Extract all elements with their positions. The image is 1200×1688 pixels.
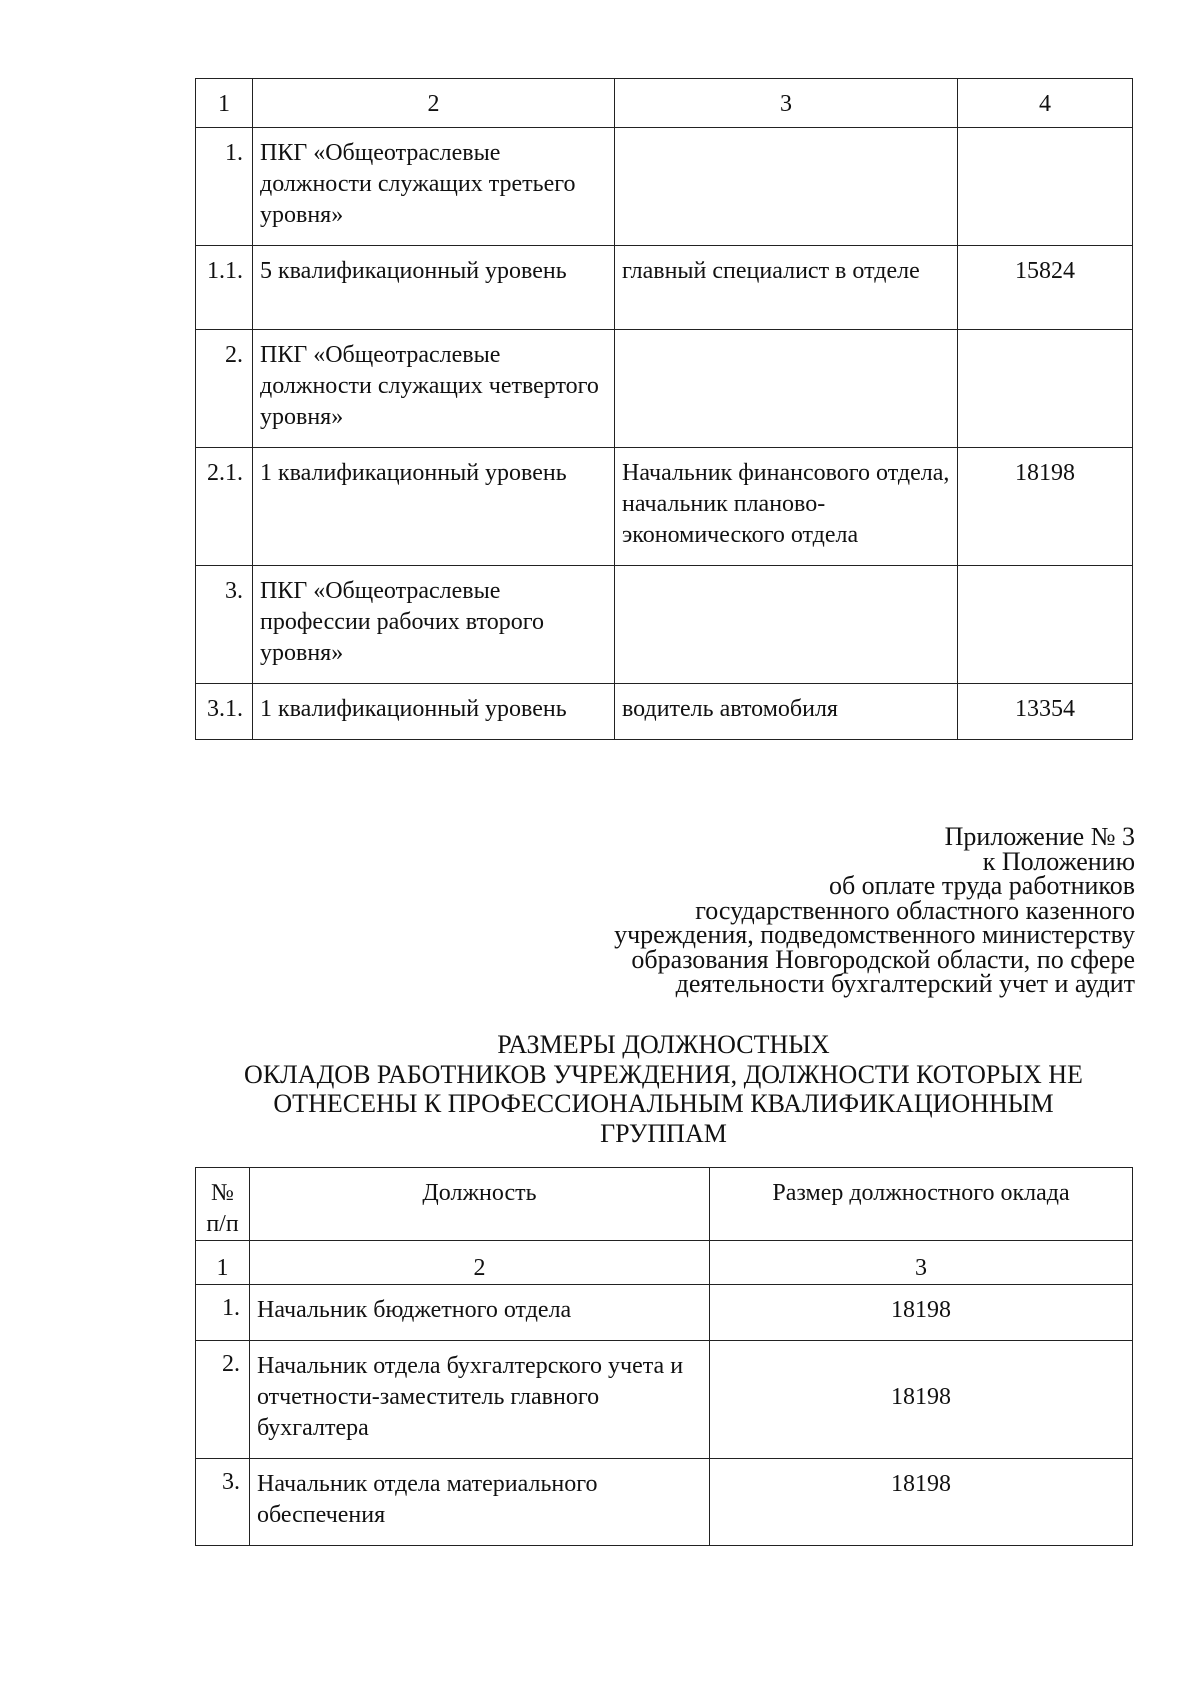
table-header-row xyxy=(196,1168,1133,1241)
title-line: ОТНЕСЕНЫ К ПРОФЕССИОНАЛЬНЫМ КВАЛИФИКАЦИОННЫМ xyxy=(273,1089,1054,1118)
row-number: 1. xyxy=(196,1285,250,1341)
column-index: 1 xyxy=(196,1241,250,1285)
position-cell: Начальник финансового отдела, начальник планово-экономического отдела xyxy=(615,448,958,566)
column-index: 3 xyxy=(615,79,958,128)
salary-cell: 18198 xyxy=(710,1285,1133,1341)
appendix-line: Приложение № 3 xyxy=(944,822,1135,851)
appendix-line: об оплате труда работников xyxy=(828,871,1135,900)
position-cell xyxy=(615,128,958,246)
header-number-line: № xyxy=(211,1180,234,1206)
table-row xyxy=(196,448,1133,566)
salary-cell xyxy=(958,330,1133,448)
position-salary-table xyxy=(195,1167,1133,1546)
header-number xyxy=(196,1168,250,1241)
row-number: 3. xyxy=(196,1459,250,1546)
qualification-group: ПКГ «Общеотраслевые должности служащих третьего уровня» xyxy=(253,128,615,246)
table-row xyxy=(196,684,1133,740)
row-number: 3. xyxy=(196,566,253,684)
appendix-line: деятельности бухгалтерский учет и аудит xyxy=(675,969,1135,998)
position-cell: Начальник отдела бухгалтерского учета и отчетности-заместитель главного бухгалтера xyxy=(250,1341,710,1459)
salary-cell: 18198 xyxy=(710,1459,1133,1546)
title-line: РАЗМЕРЫ ДОЛЖНОСТНЫХ xyxy=(497,1030,830,1059)
row-number: 1. xyxy=(196,128,253,246)
document-title xyxy=(195,1030,1132,1148)
table-index-row xyxy=(196,1241,1133,1285)
row-number: 1.1. xyxy=(196,246,253,330)
column-index: 1 xyxy=(196,79,253,128)
position-cell: главный специалист в отделе xyxy=(615,246,958,330)
table-row xyxy=(196,246,1133,330)
salary-cell: 13354 xyxy=(958,684,1133,740)
title-line: ОКЛАДОВ РАБОТНИКОВ УЧРЕЖДЕНИЯ, ДОЛЖНОСТИ КОТОРЫХ НЕ xyxy=(244,1059,1083,1089)
header-salary: Размер должностного оклада xyxy=(710,1168,1133,1241)
appendix-line: учреждения, подведомственного министерству xyxy=(614,920,1135,949)
header-number-line: п/п xyxy=(206,1211,239,1237)
table-row xyxy=(196,128,1133,246)
table-row xyxy=(196,330,1133,448)
appendix-header xyxy=(435,822,1135,998)
salary-cell xyxy=(958,566,1133,684)
appendix-line: образования Новгородской области, по сфере xyxy=(631,944,1135,974)
position-cell: Начальник отдела материального обеспечения xyxy=(250,1459,710,1546)
column-index: 4 xyxy=(958,79,1133,128)
position-cell: Начальник бюджетного отдела xyxy=(250,1285,710,1341)
qualification-level: 5 квалификационный уровень xyxy=(253,246,615,330)
qualification-level: 1 квалификационный уровень xyxy=(253,684,615,740)
title-line: ГРУППАМ xyxy=(600,1118,727,1148)
appendix-line: государственного областного казенного xyxy=(695,895,1135,925)
column-index: 2 xyxy=(253,79,615,128)
row-number: 2. xyxy=(196,330,253,448)
position-cell xyxy=(615,566,958,684)
qualification-group: ПКГ «Общеотраслевые профессии рабочих второго уровня» xyxy=(253,566,615,684)
table-row xyxy=(196,1341,1133,1459)
pkg-salary-table xyxy=(195,78,1133,740)
header-position: Должность xyxy=(250,1168,710,1241)
appendix-line: к Положению xyxy=(982,846,1135,876)
salary-cell: 18198 xyxy=(958,448,1133,566)
table-row xyxy=(196,1459,1133,1546)
column-index: 2 xyxy=(250,1241,710,1285)
table-row xyxy=(196,1285,1133,1341)
table-header-row xyxy=(196,79,1133,128)
qualification-level: 1 квалификационный уровень xyxy=(253,448,615,566)
salary-cell: 15824 xyxy=(958,246,1133,330)
salary-cell xyxy=(958,128,1133,246)
salary-cell: 18198 xyxy=(710,1341,1133,1459)
table-row xyxy=(196,566,1133,684)
position-cell: водитель автомобиля xyxy=(615,684,958,740)
qualification-group: ПКГ «Общеотраслевые должности служащих четвертого уровня» xyxy=(253,330,615,448)
column-index: 3 xyxy=(710,1241,1133,1285)
position-cell xyxy=(615,330,958,448)
row-number: 2. xyxy=(196,1341,250,1459)
row-number: 2.1. xyxy=(196,448,253,566)
row-number: 3.1. xyxy=(196,684,253,740)
